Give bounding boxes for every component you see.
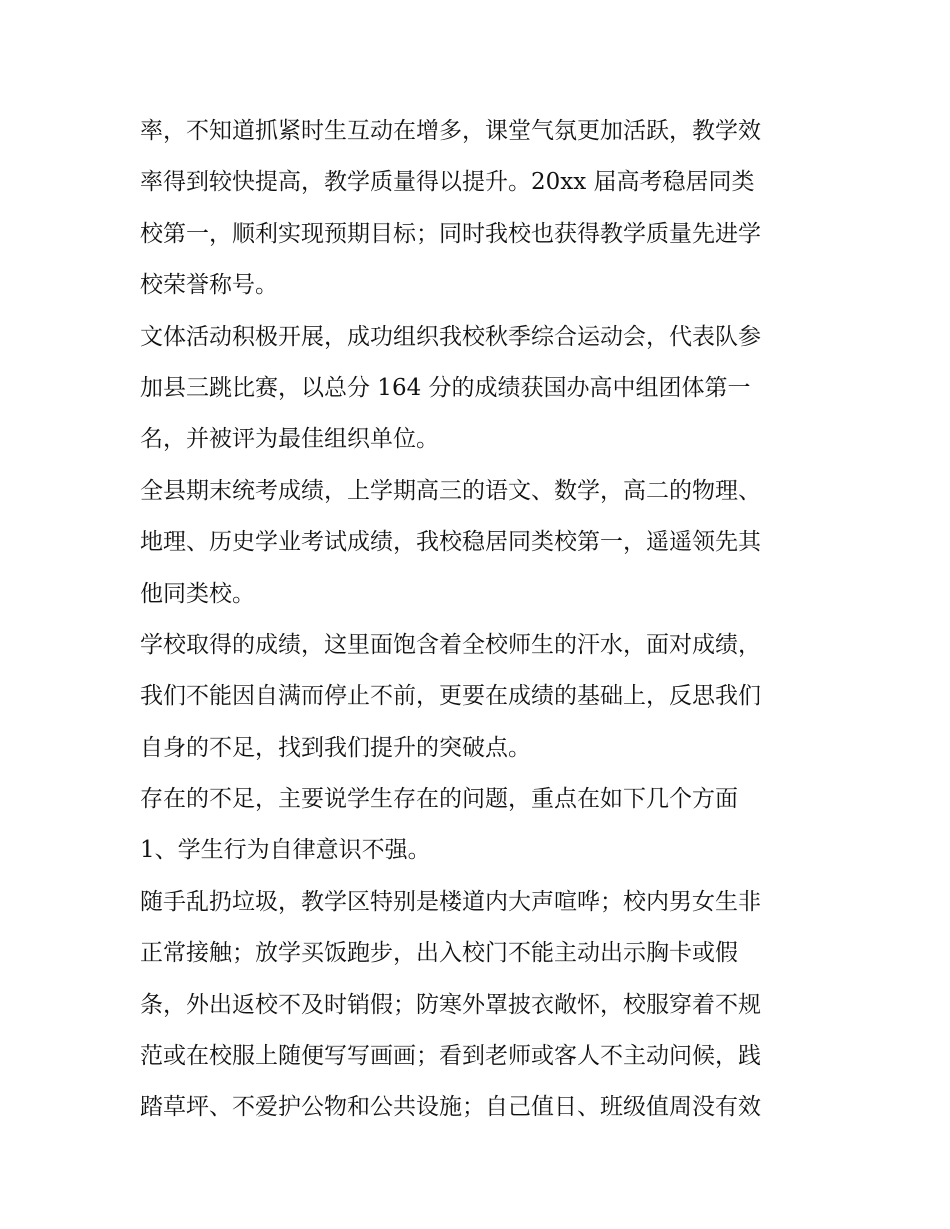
text-line: 条，外出返校不及时销假；防寒外罩披衣敞怀，校服穿着不规 xyxy=(140,991,761,1018)
document-body xyxy=(140,106,820,1134)
text-line: 校第一，顺利实现预期目标；同时我校也获得教学质量先进学 xyxy=(140,220,761,247)
text-line: 率得到较快提高，教学质量得以提升。20xx 届高考稳居同类 xyxy=(140,169,755,196)
text-line: 全县期末统考成绩，上学期高三的语文、数学，高二的物理、 xyxy=(140,477,761,504)
text-line: 存在的不足，主要说学生存在的问题，重点在如下几个方面 xyxy=(140,786,738,813)
text-line: 名，并被评为最佳组织单位。 xyxy=(140,426,439,453)
text-line: 地理、历史学业考试成绩，我校稳居同类校第一，遥遥领先其 xyxy=(140,529,761,556)
text-line: 我们不能因自满而停止不前，更要在成绩的基础上，反思我们 xyxy=(140,683,761,710)
text-line: 1、学生行为自律意识不强。 xyxy=(140,837,431,864)
text-line: 加县三跳比赛，以总分 164 分的成绩获国办高中组团体第一 xyxy=(140,374,751,401)
text-line: 随手乱扔垃圾，教学区特别是楼道内大声喧哗；校内男女生非 xyxy=(140,888,761,915)
text-line: 正常接触；放学买饭跑步，出入校门不能主动出示胸卡或假 xyxy=(140,940,738,967)
text-line: 自身的不足，找到我们提升的突破点。 xyxy=(140,734,531,761)
text-line: 踏草坪、不爱护公物和公共设施；自己值日、班级值周没有效 xyxy=(140,1094,761,1121)
text-line: 学校取得的成绩，这里面饱含着全校师生的汗水，面对成绩， xyxy=(140,631,761,658)
text-line: 率，不知道抓紧时生互动在增多，课堂气氛更加活跃，教学效 xyxy=(140,118,761,144)
text-line: 校荣誉称号。 xyxy=(140,272,278,299)
text-line: 文体活动积极开展，成功组织我校秋季综合运动会，代表队参 xyxy=(140,323,761,350)
text-line: 他同类校。 xyxy=(140,580,255,607)
text-line: 范或在校服上随便写写画画；看到老师或客人不主动问候，践 xyxy=(140,1043,761,1070)
